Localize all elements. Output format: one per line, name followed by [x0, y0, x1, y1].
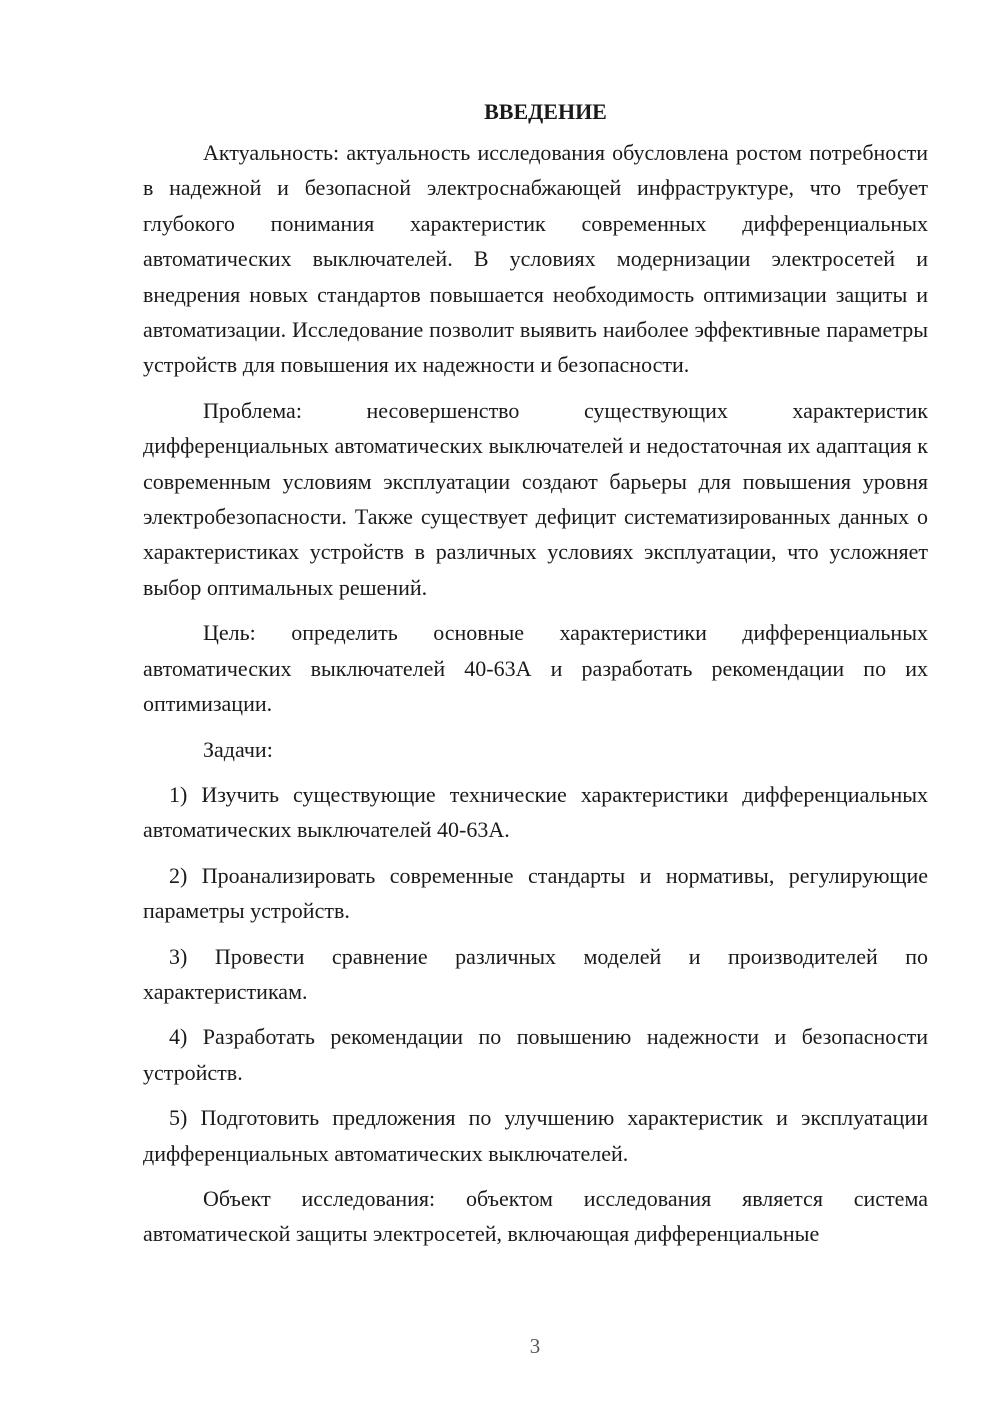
tasks-label: Задачи:	[203, 736, 273, 762]
task-item-2: 2) Проанализировать современные стандарты и нормативы, регулирующие параметры устройств.	[143, 862, 928, 924]
page-number: 3	[529, 1334, 541, 1358]
paragraph-problem: Проблема: несовершенство существующих характеристик дифференциальных автоматических выключателей и недостаточная их адаптация к современным условиям эксплуатации создают барьеры для повышения уровня электробезопасности. Также существует дефицит систематизированных данных о характеристиках устройств в различных условиях эксплуатации, что усложняет выбор оптимальных решений.	[143, 397, 928, 600]
task-item-4: 4) Разработать рекомендации по повышению надежности и безопасности устройств.	[143, 1024, 928, 1085]
task-item-1: 1) Изучить существующие технические характеристики дифференциальных автоматических выключателей 40-63А.	[143, 781, 928, 843]
document-page	[143, 94, 928, 1252]
task-item-5: 5) Подготовить предложения по улучшению характеристик и эксплуатации дифференциальных автоматических выключателей.	[143, 1105, 928, 1166]
paragraph-object: Объект исследования: объектом исследования является система автоматической защиты электросетей, включающая дифференциальные	[143, 1185, 928, 1247]
task-item-3: 3) Провести сравнение различных моделей и производителей по характеристикам.	[143, 943, 928, 1004]
page-title: ВВЕДЕНИЕ	[484, 99, 607, 124]
paragraph-relevance: Актуальность: актуальность исследования обусловлена ростом потребности в надежной и безопасной электроснабжающей инфраструктуре, что требует глубокого понимания характеристик современных дифференциальных автоматических выключателей. В условиях модернизации электросетей и внедрения новых стандартов повышается необходимость оптимизации защиты и автоматизации. Исследование позволит выявить наиболее эффективные параметры устройств для повышения их надежности и безопасности.	[143, 140, 928, 378]
paragraph-goal: Цель: определить основные характеристики дифференциальных автоматических выключателей 40-63А и разработать рекомендации по их оптимизации.	[143, 620, 928, 717]
